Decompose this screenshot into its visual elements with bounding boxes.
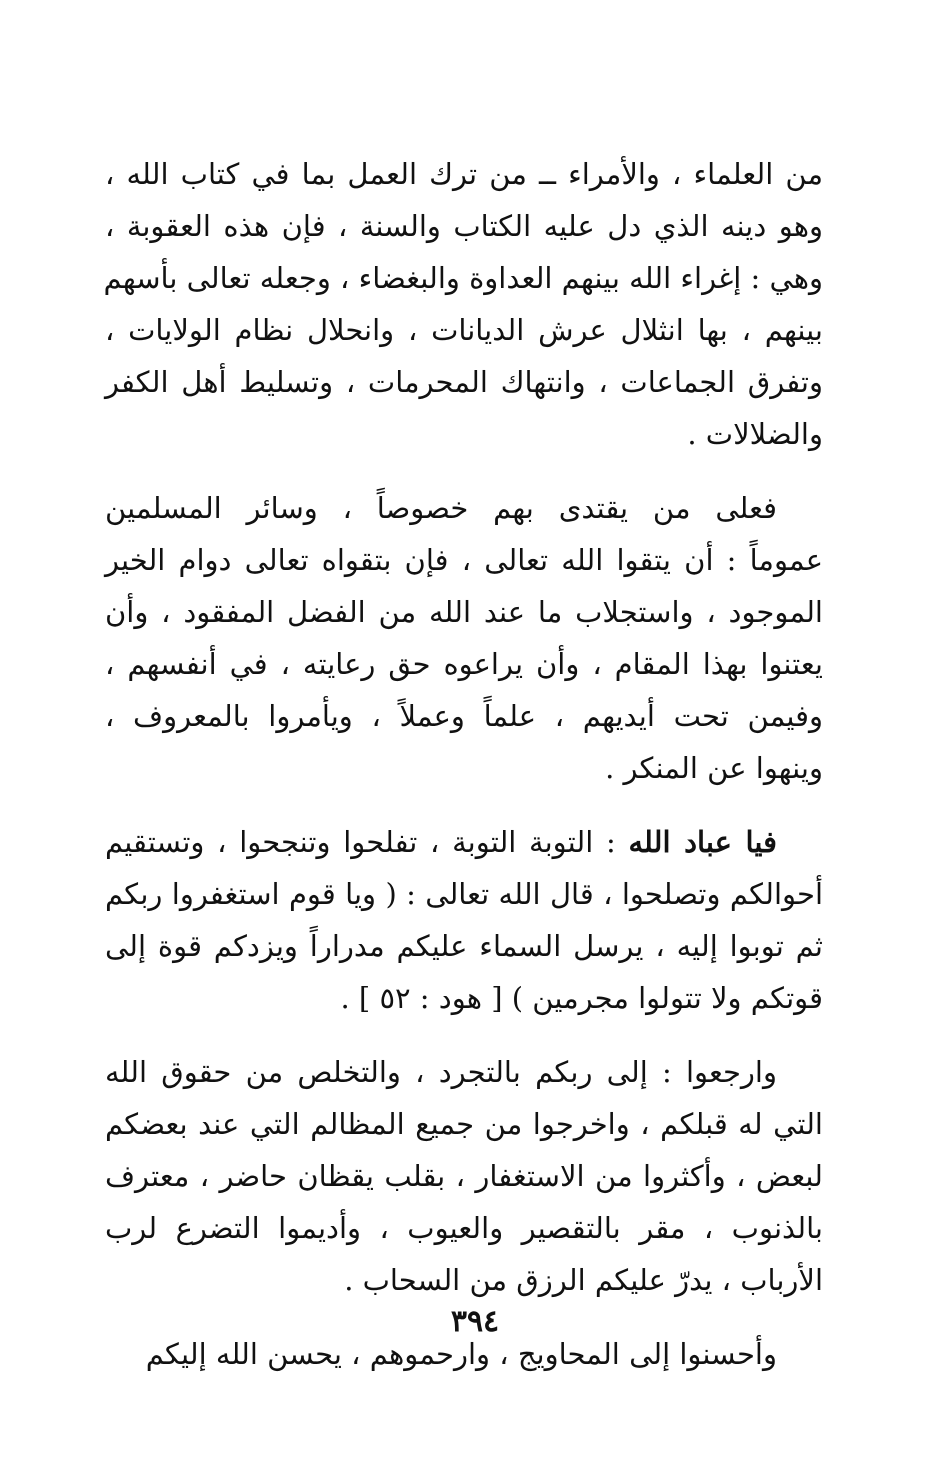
text-line: ثم توبوا إليه ، يرسل السماء عليكم مدراراً ويزدكم قوة إلى	[105, 929, 823, 963]
text-line: من العلماء ، والأمراء ــ من ترك العمل بما في كتاب الله ،	[105, 157, 823, 191]
text-line: بينهم ، بها انثلال عرش الديانات ، وانحلال نظام الولايات ،	[105, 313, 823, 347]
text-line: أحوالكم وتصلحوا ، قال الله تعالى : ( ويا قوم استغفروا ربكم	[105, 877, 823, 911]
text-line: قوتكم ولا تتولوا مجرمين ) [ هود : ٥٢ ] .	[340, 981, 823, 1015]
text-line: وارجعوا : إلى ربكم بالتجرد ، والتخلص من حقوق الله	[105, 1055, 777, 1089]
text-line-rest: : التوبة التوبة ، تفلحوا وتنجحوا ، وتستقيم	[105, 825, 629, 859]
text-line: الأرباب ، يدرّ عليكم الرزق من السحاب .	[344, 1263, 823, 1297]
text-line: وتفرق الجماعات ، وانتهاك المحرمات ، وتسليط أهل الكفر	[105, 365, 823, 399]
text-line: فعلى من يقتدى بهم خصوصاً ، وسائر المسلمين	[105, 491, 777, 525]
paragraph-1	[105, 148, 823, 460]
paragraph-3	[105, 816, 823, 1024]
paragraph-2	[105, 482, 823, 794]
body-text	[105, 148, 823, 1380]
text-line	[105, 816, 823, 868]
text-line: وأحسنوا إلى المحاويج ، وارحموهم ، يحسن الله إليكم	[145, 1337, 777, 1371]
bold-lead: فيا عباد الله	[628, 825, 777, 859]
text-line: وهو دينه الذي دل عليه الكتاب والسنة ، فإن هذه العقوبة ،	[105, 209, 823, 243]
page-number: ٣٩٤	[450, 1304, 500, 1339]
text-line: وهي : إغراء الله بينهم العداوة والبغضاء ، وجعله تعالى بأسهم	[103, 261, 823, 295]
text-line: يعتنوا بهذا المقام ، وأن يراعوه حق رعايته ، في أنفسهم ،	[105, 647, 823, 681]
text-line: لبعض ، وأكثروا من الاستغفار ، بقلب يقظان حاضر ، معترف	[105, 1159, 823, 1193]
text-line: عموماً : أن يتقوا الله تعالى ، فإن بتقواه تعالى دوام الخير	[105, 543, 823, 577]
text-line: التي له قبلكم ، واخرجوا من جميع المظالم التي عند بعضكم	[105, 1107, 823, 1141]
text-line: بالذنوب ، مقر بالتقصير والعيوب ، وأديموا التضرع لرب	[105, 1211, 823, 1245]
text-line: الموجود ، واستجلاب ما عند الله من الفضل المفقود ، وأن	[105, 595, 823, 629]
text-line: وفيمن تحت أيديهم ، علماً وعملاً ، ويأمروا بالمعروف ،	[105, 699, 823, 733]
paragraph-4	[105, 1046, 823, 1306]
text-line: والضلالات .	[687, 417, 823, 451]
text-line: وينهوا عن المنكر .	[605, 751, 823, 785]
